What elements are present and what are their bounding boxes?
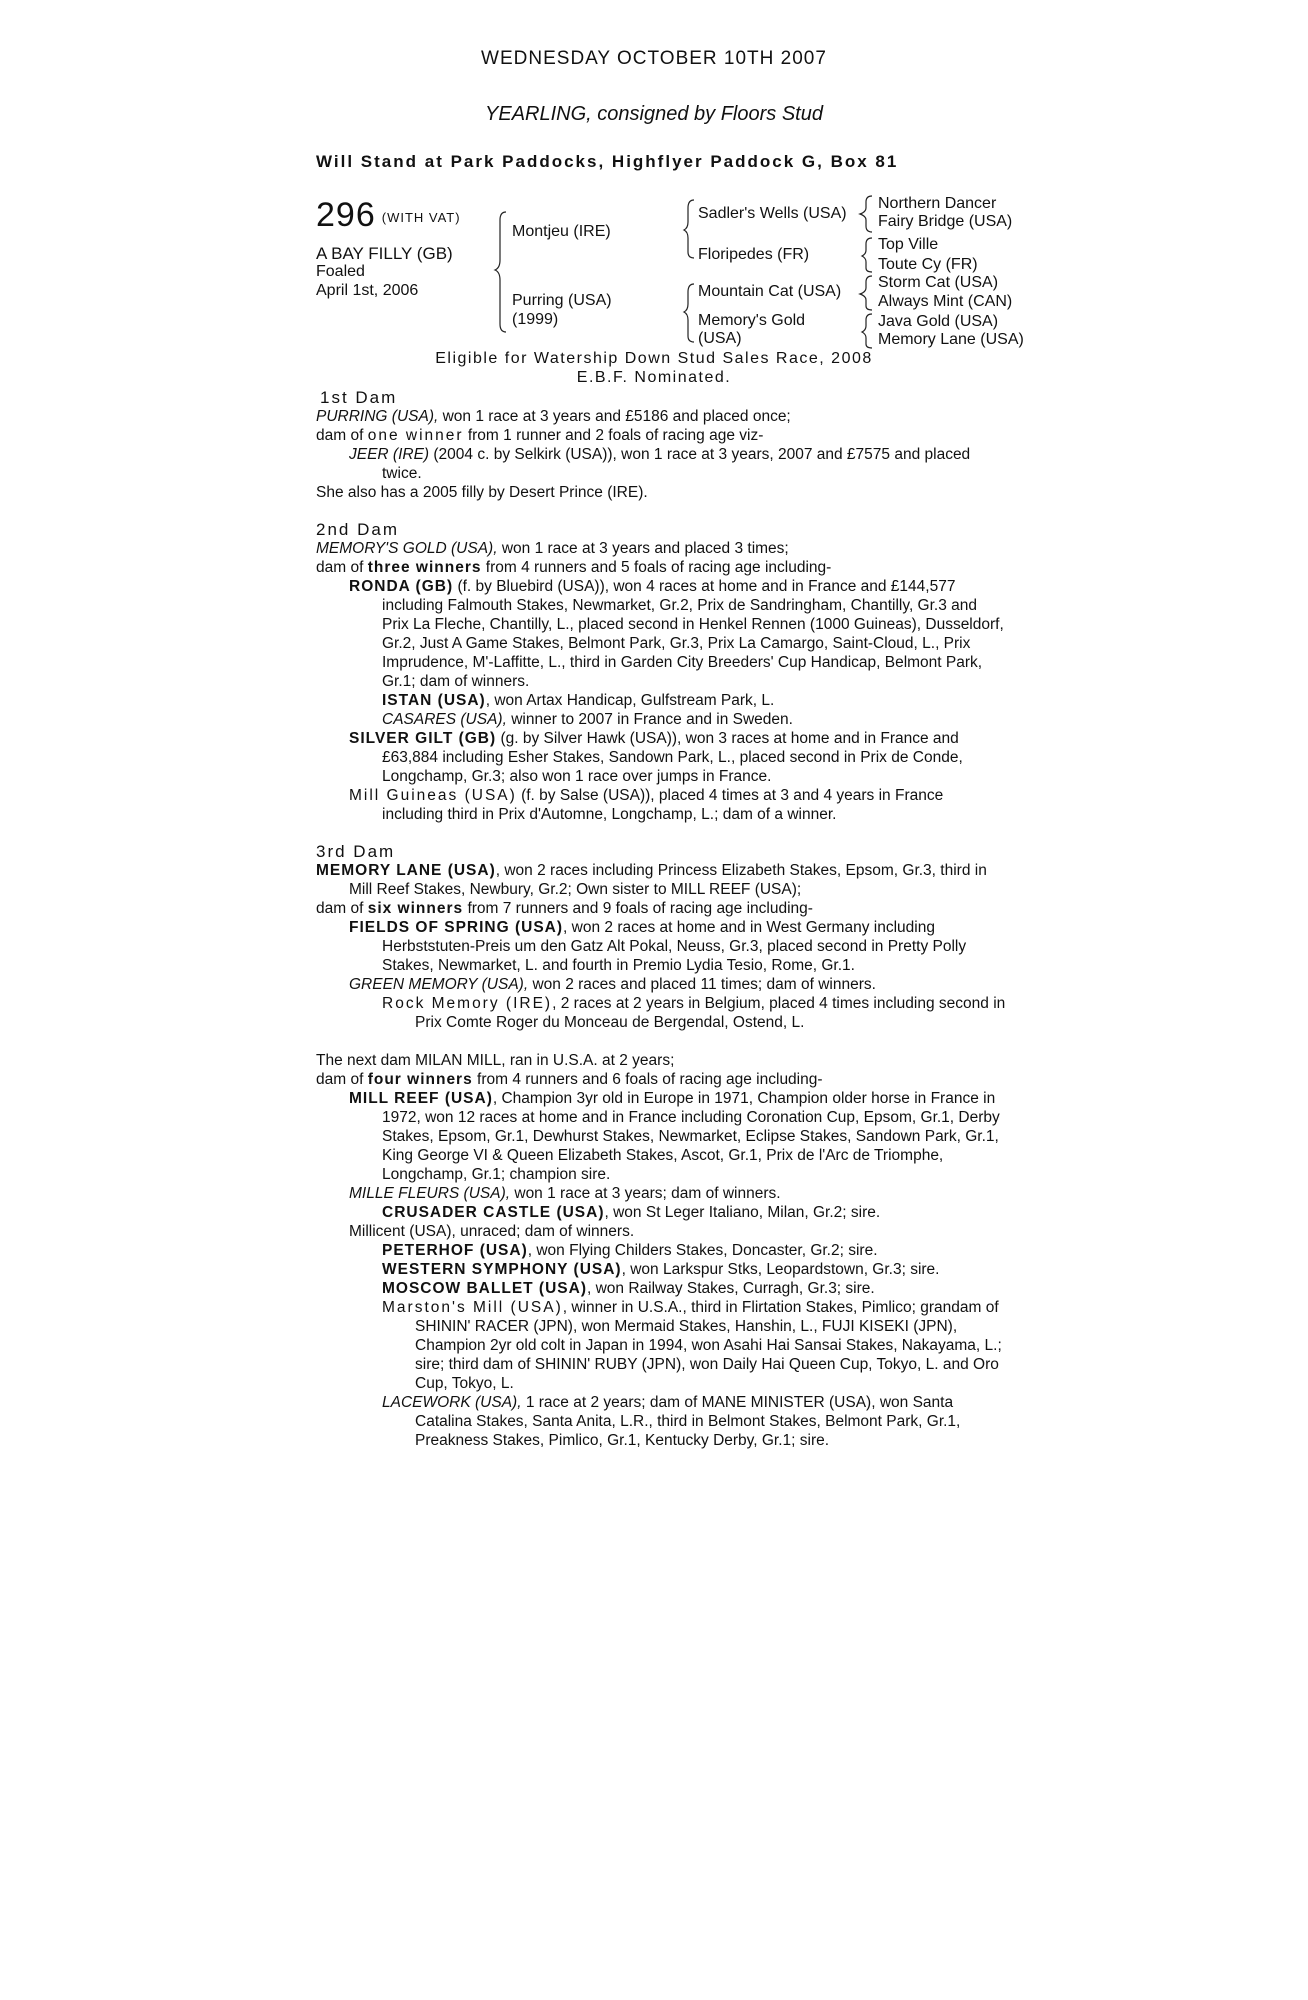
lot-number-value: 296 [316, 196, 376, 234]
moscow-text: , won Railway Stakes, Curragh, Gr.3; sire. [586, 1280, 875, 1297]
third-dam-name: MEMORY LANE (USA) [316, 862, 496, 879]
produce-prefix: dam of [316, 900, 368, 917]
dam-bracket [684, 284, 694, 342]
produce-rock-memory [316, 994, 1006, 1032]
marstons-name: Marston's Mill (USA) [382, 1299, 563, 1316]
produce-casares [316, 710, 1006, 729]
third-dam-record [316, 861, 1006, 899]
second-dam-record-text: won 1 race at 3 years and placed 3 times; [497, 540, 789, 557]
lacework-text: 1 race at 2 years; dam of MANE MINISTER (USA), won Santa Catalina Stakes, Santa Anita, L.R., third in Belmont Stakes, Belmont Park, Gr.1, Preakness Stakes, Pimlico, Gr.1, Kentucky Derby, Gr.1; sire. [415, 1394, 961, 1449]
second-dam-record [316, 539, 1006, 558]
pedigree-sire: Montjeu (IRE) [512, 223, 611, 240]
produce-mill-guineas [316, 786, 1006, 824]
produce-istan [316, 691, 1006, 710]
pedigree-dam-dam-country: (USA) [698, 330, 742, 347]
mill-guineas-name: Mill Guineas (USA) [349, 787, 517, 804]
produce-western-symphony [316, 1260, 1006, 1279]
pedigree-sss: Northern Dancer [878, 195, 997, 212]
produce-peterhof [316, 1241, 1006, 1260]
ds-bracket [860, 276, 872, 310]
fields-text: , won 2 races at home and in West Germany including Herbststuten-Preis um den Gatz Alt Pokal, Neuss, Gr.3, placed second in Pretty Polly Stakes, Newmarket, L. and fourth in Premio Lydia Tesio, Rome, Gr.1. [382, 919, 967, 974]
horse-description: A BAY FILLY (GB) [316, 244, 453, 263]
produce-prefix: dam of [316, 1071, 368, 1088]
produce-marstons-mill [316, 1298, 1006, 1393]
crusader-name: CRUSADER CASTLE (USA) [382, 1204, 605, 1221]
produce-suffix: from 4 runners and 5 foals of racing age including- [481, 559, 832, 576]
pedigree-dam-year: (1999) [512, 311, 559, 328]
produce-silver-gilt [316, 729, 1006, 786]
third-dam-heading: 3rd Dam [316, 842, 396, 861]
first-dam-record [316, 407, 1006, 426]
pedigree-sire-dam: Floripedes (FR) [698, 246, 810, 263]
peterhof-name: PETERHOF (USA) [382, 1242, 528, 1259]
marstons-text: , winner in U.S.A., third in Flirtation Stakes, Pimlico; grandam of SHININ' RACER (JPN), won Mermaid Stakes, Hanshin, L., FUJI KISEKI (JPN), Champion 2yr old colt in Japan in 1994, won Asahi Hai Sansai Stakes, Nakayama, L.; sire; third dam of SHININ' RUBY (JPN), won Daily Hai Queen Cup, Tokyo, L. and Oro Cup, Tokyo, L. [415, 1299, 1002, 1392]
pedigree-brackets [0, 0, 1308, 360]
silver-gilt-text: (g. by Silver Hawk (USA)), won 3 races at home and in France and £63,884 including Esher Stakes, Sandown Park, L., placed second in Prix de Conde, Longchamp, Gr.3; also won 1 race over jumps in France. [382, 730, 963, 785]
produce-lacework [316, 1393, 1006, 1450]
second-dam-name: MEMORY'S GOLD (USA), [316, 540, 498, 557]
winner-count: three winners [367, 559, 482, 576]
fields-name: FIELDS OF SPRING (USA) [349, 919, 564, 936]
third-dam-record-text: , won 2 races including Princess Elizabeth Stakes, Epsom, Gr.3, third in Mill Reef Stakes, Newbury, Gr.2; Own sister to MILL REEF (USA); [349, 862, 987, 898]
produce-mille-fleurs [316, 1184, 1006, 1203]
dd-bracket [862, 314, 872, 348]
pedigree-ssd: Fairy Bridge (USA) [878, 213, 1013, 230]
ronda-text: (f. by Bluebird (USA)), won 4 races at home and in France and £144,577 including Falmouth Stakes, Newmarket, Gr.2, Prix de Sandringham, Chantilly, Gr.3 and Prix La Fleche, Chantilly, L., placed second in Henkel Rennen (1000 Guineas), Dusseldorf, Gr.2, Just A Game Stakes, Belmont Park, Gr.3, Prix La Camargo, Saint-Cloud, L., Prix Imprudence, M'-Laffitte, L., third in Garden City Breeders' Cup Handicap, Belmont Park, Gr.1; dam of winners. [382, 578, 1004, 690]
green-memory-text: won 2 races and placed 11 times; dam of winners. [528, 976, 876, 993]
second-dam-section [316, 520, 1006, 824]
produce-green-memory [316, 975, 1006, 994]
istan-text: , won Artax Handicap, Gulfstream Park, L. [485, 692, 775, 709]
rock-memory-name: Rock Memory (IRE) [382, 995, 553, 1012]
consignment-line: YEARLING, consigned by Floors Stud [485, 103, 823, 125]
sd-bracket [862, 238, 872, 272]
sale-date: WEDNESDAY OCTOBER 10TH 2007 [481, 48, 827, 69]
rock-memory-text: , 2 races at 2 years in Belgium, placed 4 times including second in Prix Comte Roger du Monceau de Bergendal, Ostend, L. [415, 995, 1006, 1031]
casares-text: winner to 2007 in France and in Sweden. [506, 711, 793, 728]
western-name: WESTERN SYMPHONY (USA) [382, 1261, 622, 1278]
next-dam-section [316, 1051, 1006, 1450]
moscow-name: MOSCOW BALLET (USA) [382, 1280, 587, 1297]
jeer-text: (2004 c. by Selkirk (USA)), won 1 race at 3 years, 2007 and £7575 and placed twice. [382, 446, 971, 482]
pedigree-dss: Storm Cat (USA) [878, 274, 999, 291]
first-dam-also: She also has a 2005 filly by Desert Prince (IRE). [316, 484, 648, 501]
mill-guineas-text: (f. by Salse (USA)), placed 4 times at 3 and 4 years in France including third in Prix d'Automne, Longchamp, L.; dam of a winner. [382, 787, 944, 823]
foaled-date: April 1st, 2006 [316, 282, 419, 299]
mille-fleurs-name: MILLE FLEURS (USA), [349, 1185, 511, 1202]
produce-suffix: from 1 runner and 2 foals of racing age viz- [463, 427, 764, 444]
produce-fields-of-spring [316, 918, 1006, 975]
main-bracket [495, 212, 506, 332]
produce-moscow-ballet [316, 1279, 1006, 1298]
first-dam-record-text: won 1 race at 3 years and £5186 and placed once; [438, 408, 791, 425]
produce-mill-reef [316, 1089, 1006, 1184]
winner-count: one winner [367, 427, 464, 444]
first-dam-heading: 1st Dam [320, 388, 398, 407]
produce-millicent: Millicent (USA), unraced; dam of winners. [349, 1223, 635, 1240]
pedigree-ddd: Memory Lane (USA) [878, 331, 1024, 348]
first-dam-name: PURRING (USA), [316, 408, 439, 425]
produce-prefix: dam of [316, 559, 368, 576]
produce-jeer [316, 445, 1006, 483]
western-text: , won Larkspur Stks, Leopardstown, Gr.3; sire. [621, 1261, 940, 1278]
pedigree-sire-sire: Sadler's Wells (USA) [698, 205, 847, 222]
produce-ronda [316, 577, 1006, 691]
ebf-line: E.B.F. Nominated. [576, 369, 732, 386]
stand-location: Will Stand at Park Paddocks, Highflyer Paddock G, Box 81 [316, 152, 899, 171]
second-dam-heading: 2nd Dam [316, 520, 399, 539]
third-dam-section [316, 842, 1006, 1032]
produce-prefix: dam of [316, 427, 368, 444]
ronda-name: RONDA (GB) [349, 578, 454, 595]
pedigree-sdd: Toute Cy (FR) [878, 256, 978, 273]
winner-count: four winners [367, 1071, 473, 1088]
casares-name: CASARES (USA), [382, 711, 507, 728]
first-dam-section [316, 388, 1006, 502]
green-memory-name: GREEN MEMORY (USA), [349, 976, 529, 993]
crusader-text: , won St Leger Italiano, Milan, Gr.2; sire. [604, 1204, 881, 1221]
silver-gilt-name: SILVER GILT (GB) [349, 730, 497, 747]
jeer-name: JEER (IRE) [349, 446, 430, 463]
foaled-label: Foaled [316, 263, 365, 280]
third-dam-produce [316, 899, 1006, 918]
vat-note: (WITH VAT) [381, 209, 461, 225]
pedigree-dam-dam: Memory's Gold [698, 312, 806, 329]
pedigree-dsd: Always Mint (CAN) [878, 293, 1013, 310]
winner-count: six winners [367, 900, 464, 917]
ss-bracket [860, 196, 872, 232]
istan-name: ISTAN (USA) [382, 692, 486, 709]
peterhof-text: , won Flying Childers Stakes, Doncaster, Gr.2; sire. [527, 1242, 878, 1259]
lacework-name: LACEWORK (USA), [382, 1394, 522, 1411]
mille-fleurs-text: won 1 race at 3 years; dam of winners. [510, 1185, 781, 1202]
pedigree-sds: Top Ville [878, 236, 939, 253]
mill-reef-text: , Champion 3yr old in Europe in 1971, Champion older horse in France in 1972, won 12 races at home and in France including Coronation Cup, Epsom, Gr.1, Derby Stakes, Epsom, Gr.1, Dewhurst Stakes, Newmarket, Eclipse Stakes, Sandown Park, Gr.1, King George VI & Queen Elizabeth Stakes, Ascot, Gr.1, Prix de l'Arc de Triomphe, Longchamp, Gr.1; champion sire. [382, 1090, 1000, 1183]
produce-crusader-castle [316, 1203, 1006, 1222]
second-dam-produce [316, 558, 1006, 577]
pedigree-dam: Purring (USA) [512, 292, 612, 309]
next-dam-line: The next dam MILAN MILL, ran in U.S.A. at 2 years; [316, 1052, 675, 1069]
mill-reef-name: MILL REEF (USA) [349, 1090, 493, 1107]
first-dam-produce [316, 426, 1006, 445]
next-dam-produce [316, 1070, 1006, 1089]
sire-bracket [684, 200, 694, 258]
eligibility-line: Eligible for Watership Down Stud Sales Race, 2008 [435, 350, 873, 367]
produce-suffix: from 4 runners and 6 foals of racing age including- [472, 1071, 823, 1088]
pedigree-dds: Java Gold (USA) [878, 313, 999, 330]
produce-suffix: from 7 runners and 9 foals of racing age including- [463, 900, 813, 917]
pedigree-dam-sire: Mountain Cat (USA) [698, 283, 842, 300]
